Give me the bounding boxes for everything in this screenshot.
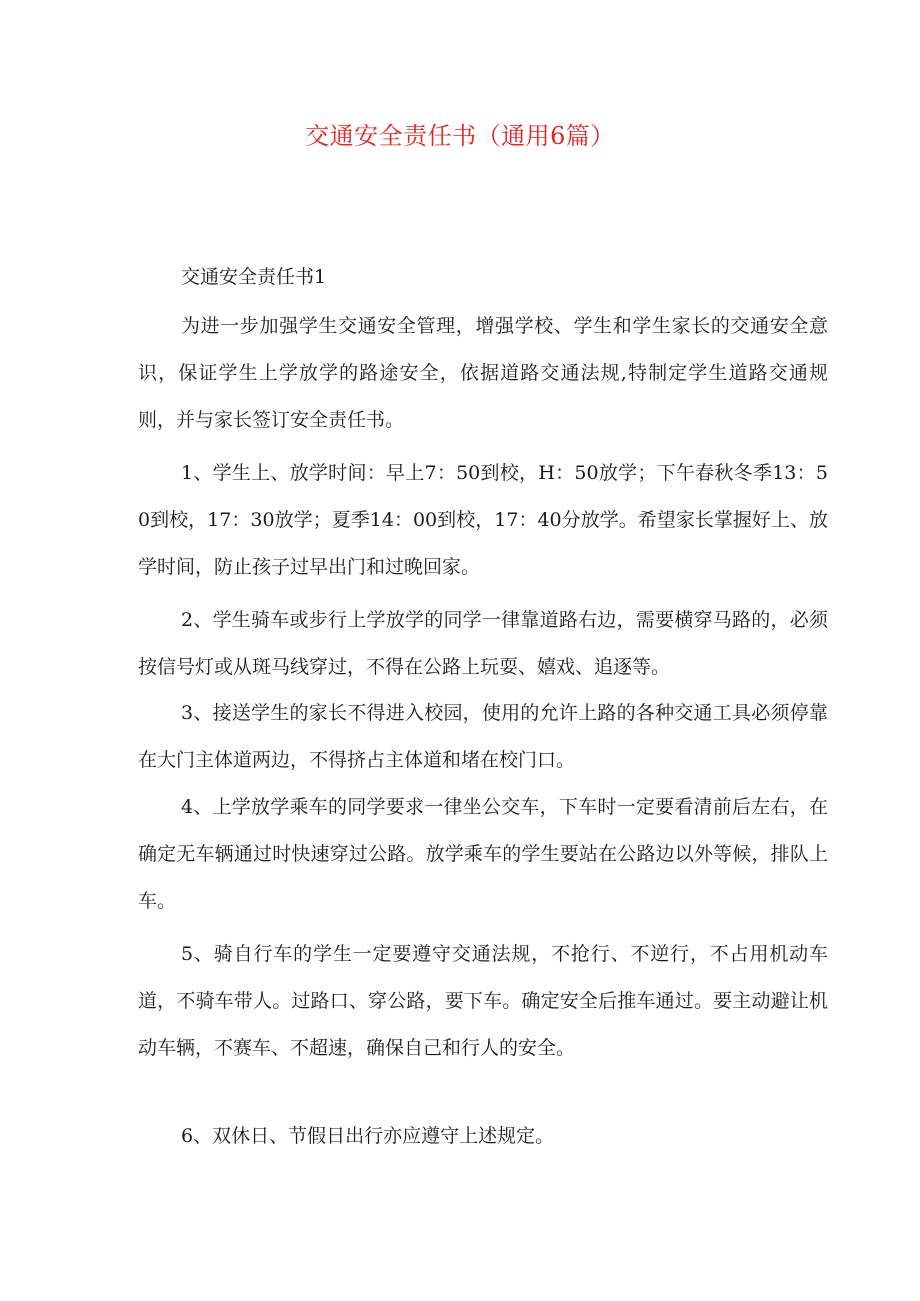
section-heading: 交通安全责任书1 [181,266,327,288]
paragraph-item-3: 3、接送学生的家长不得进入校园，使用的允许上路的各种交通工具必须停靠在大门主体道两边，不得挤占主体道和堵在校门口。 [138,702,828,771]
document-title: 交通安全责任书（通用6篇） [305,122,615,150]
paragraph-item-5: 5、骑自行车的学生一定要遵守交通法规，不抢行、不逆行，不占用机动车道，不骑车带人。过路口、穿公路，要下车。确定安全后推车通过。要主动避让机动车辆，不赛车、不超速，确保自己和行人的安全。 [138,943,828,1059]
paragraph-item-6: 6、双休日、节假日出行亦应遵守上述规定。 [181,1125,555,1147]
paragraph-intro: 为进一步加强学生交通安全管理，增强学校、学生和学生家长的交通安全意识，保证学生上学放学的路途安全，依据道路交通法规,特制定学生道路交通规则，并与家长签订安全责任书。 [138,315,828,431]
paragraph-item-4: 4、上学放学乘车的同学要求一律坐公交车，下车时一定要看清前后左右，在确定无车辆通过时快速穿过公路。放学乘车的学生要站在公路边以外等候，排队上车。 [138,796,828,912]
paragraph-item-1: 1、学生上、放学时间：早上7：50到校，H：50放学；下午春秋冬季13：50到校，17：30放学；夏季14：00到校，17：40分放学。希望家长掌握好上、放学时间，防止孩子过早出门和过晚回家。 [138,462,828,578]
paragraph-item-2: 2、学生骑车或步行上学放学的同学一律靠道路右边，需要横穿马路的，必须按信号灯或从斑马线穿过，不得在公路上玩耍、嬉戏、追逐等。 [138,609,828,678]
